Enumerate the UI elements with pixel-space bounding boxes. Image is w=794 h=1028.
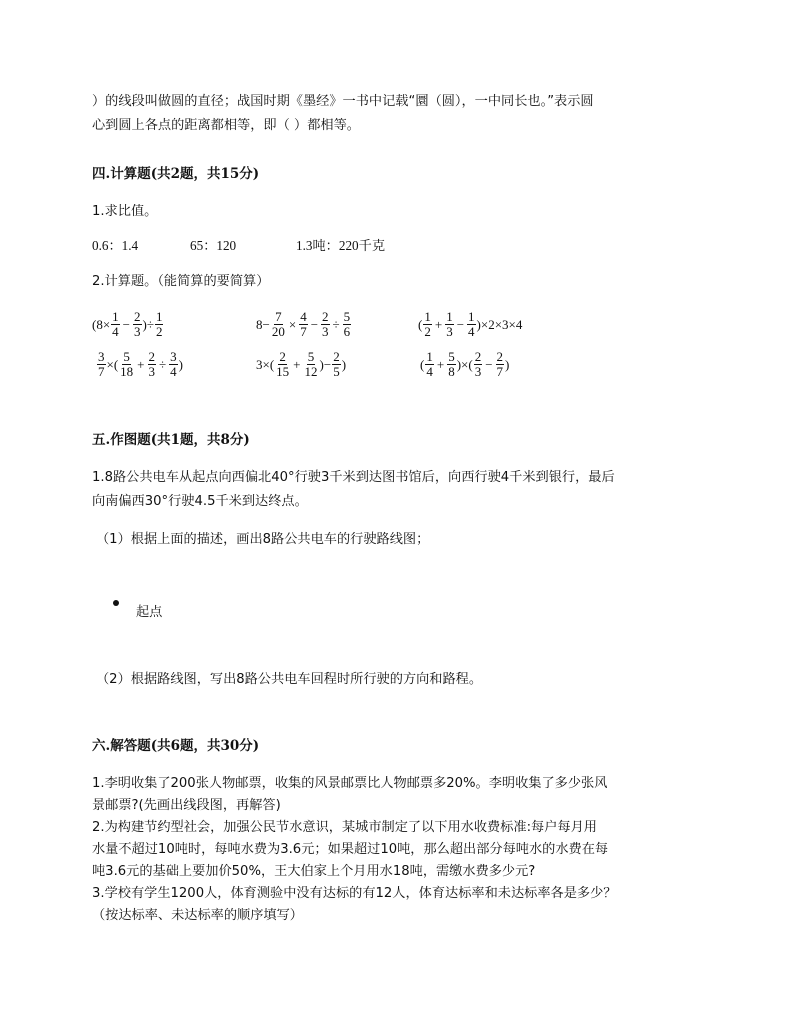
q4-2-label: 2.计算题。（能简算的要简算） (92, 274, 270, 289)
q6-line-7: （按达标率、未达标率的顺序填写） (92, 908, 303, 923)
fraction: $\frac{7}{20}$ (271, 309, 285, 339)
fraction: $\frac{1}{3}$ (446, 309, 453, 339)
q6-line-4: 水量不超过10吨时，每吨水费为3.6元；如果超过10吨，那么超出部分每吨水的水费在每 (92, 842, 609, 857)
expression-4: $\frac{3}{7}$ ×( $\frac{5}{18}$ + $\frac{2}{3}$ ÷ $\frac{3}{4}$ ) (98, 349, 183, 379)
ratio-item-1: 0.6：1.4 (92, 238, 139, 253)
intro-line-1: ）的线段叫做圆的直径；战国时期《墨经》一书中记载“圜（圆），一中同长也。”表示圆 (92, 94, 594, 109)
start-point-dot (113, 600, 119, 606)
fraction: $\frac{5}{6}$ (343, 309, 351, 339)
fraction: $\frac{1}{4}$ (112, 309, 119, 339)
q6-line-2: 景邮票?(先画出线段图，再解答) (92, 798, 281, 813)
e1-open: (8× (92, 316, 111, 332)
fraction: $\frac{2}{7}$ (496, 349, 504, 379)
q6-line-5: 吨3.6元的基础上要加价50%，王大伯家上个月用水18吨，需缴水费多少元? (92, 864, 536, 879)
ratio-item-3: 1.3吨：220千克 (296, 238, 386, 253)
q6-line-3: 2.为构建节约型社会，加强公民节水意识，某城市制定了以下用水收费标准:每户每月用 (92, 820, 597, 835)
expression-5: 3×( $\frac{2}{15}$ + $\frac{5}{12}$ )− $\frac{2}{5}$ ) (256, 349, 347, 379)
expression-6: ( $\frac{1}{4}$ + $\frac{5}{8}$ )×( $\frac{2}{3}$ − $\frac{2}{7}$ ) (420, 349, 510, 379)
fraction: $\frac{5}{8}$ (448, 349, 455, 379)
fraction: $\frac{1}{4}$ (426, 349, 433, 379)
expression-1: (8× $\frac{1}{4}$ − $\frac{2}{3}$ )÷ $\frac{1}{2}$ (92, 309, 163, 339)
q6-line-6: 3.学校有学生1200人，体育测验中没有达标的有12人，体育达标率和未达标率各是多少？ (92, 886, 617, 901)
expression-3: ( $\frac{1}{2}$ + $\frac{1}{3}$ − $\frac{1}{4}$ )×2×3×4 (418, 309, 523, 339)
fraction: $\frac{2}{3}$ (322, 309, 329, 339)
fraction: $\frac{2}{3}$ (148, 349, 156, 379)
q5-sub-1: （1）根据上面的描述，画出8路公共电车的行驶路线图； (96, 532, 430, 547)
q6-line-1: 1.李明收集了200张人物邮票，收集的风景邮票比人物邮票多20%。李明收集了多少张风 (92, 776, 608, 791)
fraction: $\frac{2}{3}$ (134, 309, 141, 339)
fraction: $\frac{2}{15}$ (276, 349, 290, 379)
q5-1-line-2: 向南偏西30°行驶4.5千米到达终点。 (92, 494, 308, 509)
q5-1-line-1: 1.8路公共电车从起点向西偏北40°行驶3千米到达图书馆后，向西行驶4千米到银行，最后 (92, 470, 615, 485)
fraction: $\frac{4}{7}$ (300, 309, 307, 339)
intro-line-2: 心到圆上各点的距离都相等，即（ ）都相等。 (92, 118, 360, 133)
fraction: $\frac{2}{3}$ (474, 349, 482, 379)
q4-1-label: 1.求比值。 (92, 204, 158, 219)
section4-title: 四.计算题(共2题，共15分) (92, 166, 260, 182)
section6-title: 六.解答题(共6题，共30分) (92, 738, 260, 754)
q5-sub-2: （2）根据路线图，写出8路公共电车回程时所行驶的方向和路程。 (96, 672, 483, 687)
fraction: $\frac{3}{4}$ (170, 349, 177, 379)
ratio-item-2: 65：120 (190, 238, 237, 253)
fraction: $\frac{2}{5}$ (333, 349, 340, 379)
fraction: $\frac{1}{2}$ (155, 309, 163, 339)
fraction: $\frac{1}{2}$ (424, 309, 431, 339)
fraction: $\frac{5}{18}$ (120, 349, 134, 379)
fraction: $\frac{5}{12}$ (304, 349, 318, 379)
expression-2: 8− $\frac{7}{20}$ × $\frac{4}{7}$ − $\frac{2}{3}$ ÷ $\frac{5}{6}$ (256, 309, 351, 339)
start-point-label: 起点 (136, 605, 163, 620)
fraction: $\frac{1}{4}$ (468, 309, 475, 339)
fraction: $\frac{3}{7}$ (98, 349, 105, 379)
section5-title: 五.作图题(共1题，共8分) (92, 432, 250, 448)
